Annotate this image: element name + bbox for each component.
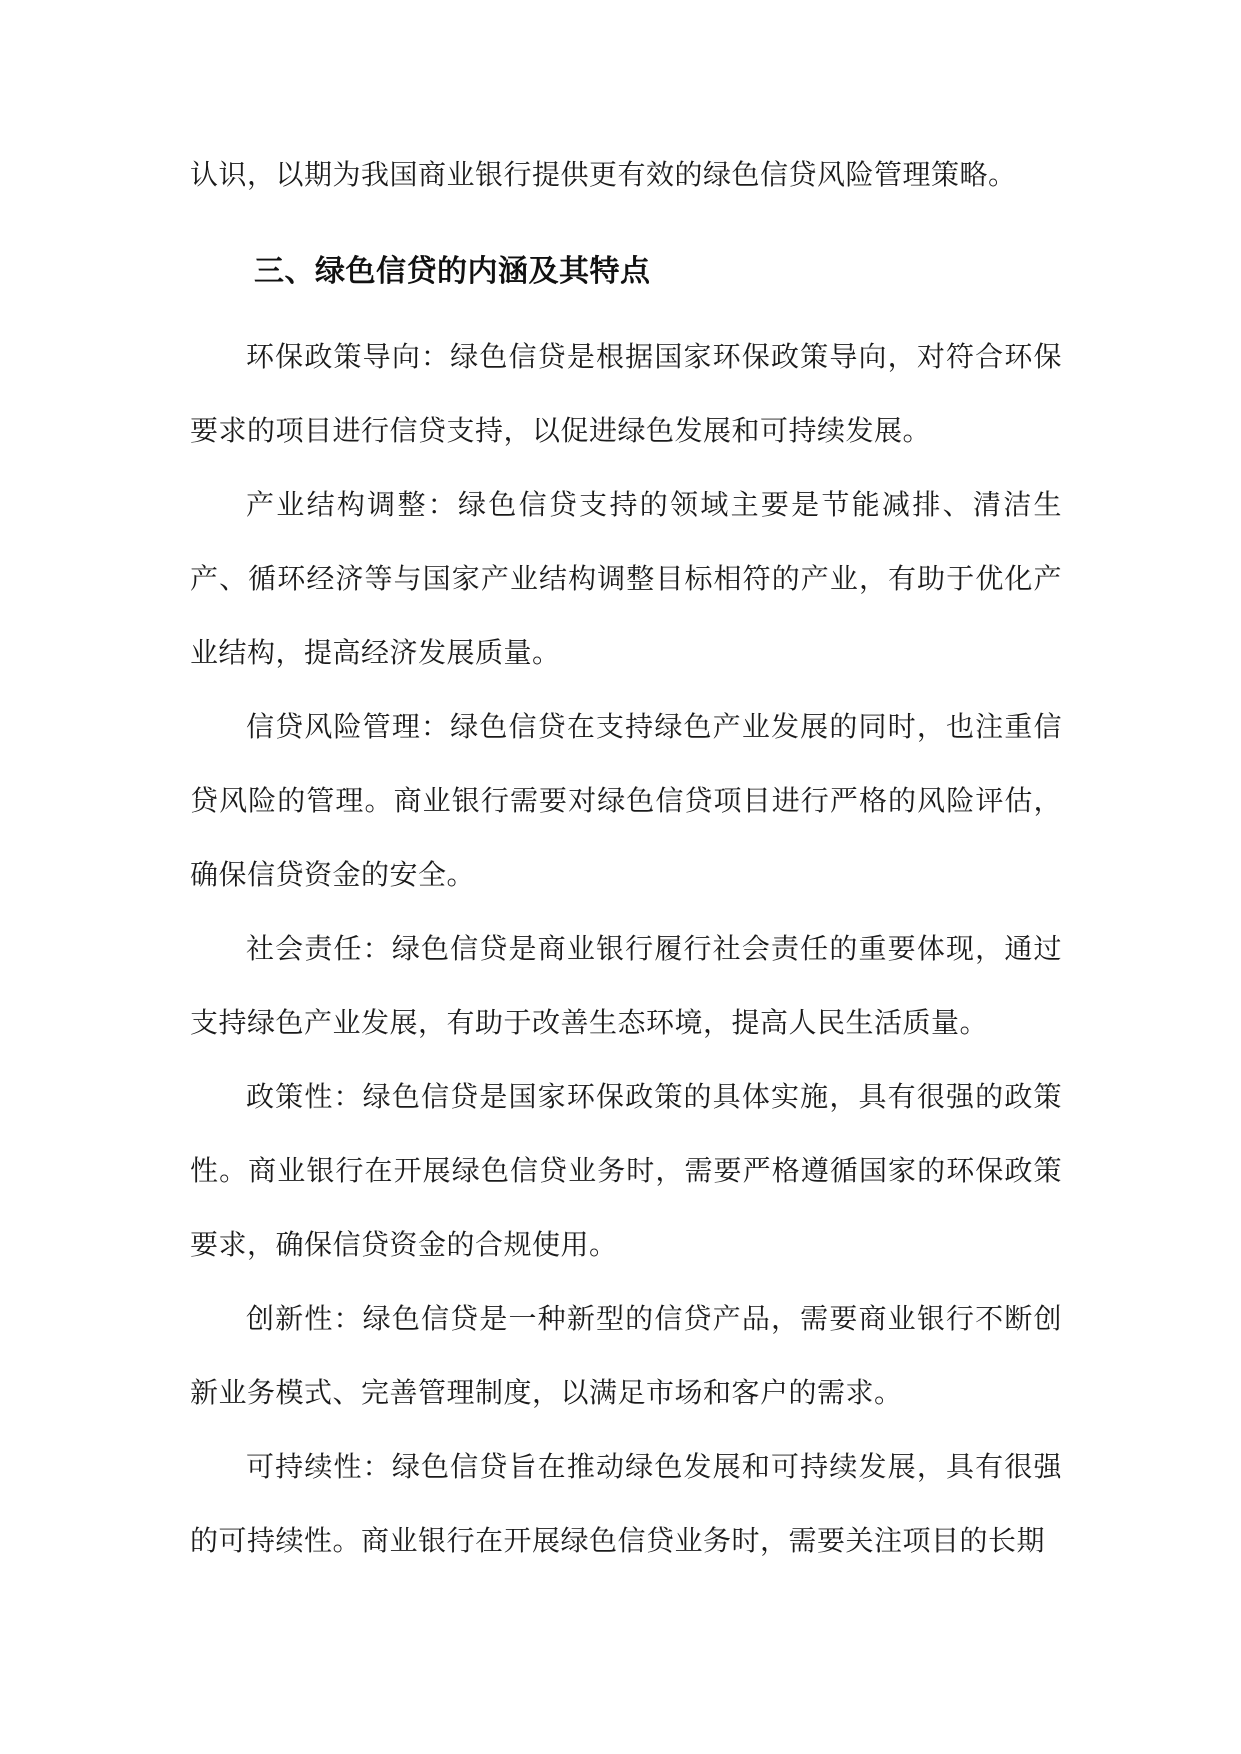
paragraph-credit-risk: 信贷风险管理：绿色信贷在支持绿色产业发展的同时，也注重信贷风险的管理。商业银行需要对绿色信贷项目进行严格的风险评估，确保信贷资金的安全。 [190, 710, 1062, 891]
section-heading: 三、绿色信贷的内涵及其特点 [254, 254, 651, 289]
paragraph-industrial-structure: 产业结构调整：绿色信贷支持的领域主要是节能减排、清洁生产、循环经济等与国家产业结构调整目标相符的产业，有助于优化产业结构，提高经济发展质量。 [190, 488, 1062, 669]
intro-line: 认识，以期为我国商业银行提供更有效的绿色信贷风险管理策略。 [190, 158, 1017, 191]
paragraph-social-responsibility: 社会责任：绿色信贷是商业银行履行社会责任的重要体现，通过支持绿色产业发展，有助于改善生态环境，提高人民生活质量。 [190, 932, 1062, 1039]
document-body [190, 138, 1062, 1578]
paragraph-environmental-policy: 环保政策导向：绿色信贷是根据国家环保政策导向，对符合环保要求的项目进行信贷支持，以促进绿色发展和可持续发展。 [190, 340, 1062, 447]
paragraph-policy-nature: 政策性：绿色信贷是国家环保政策的具体实施，具有很强的政策性。商业银行在开展绿色信贷业务时，需要严格遵循国家的环保政策要求，确保信贷资金的合规使用。 [190, 1080, 1062, 1261]
paragraph-sustainability: 可持续性：绿色信贷旨在推动绿色发展和可持续发展，具有很强的可持续性。商业银行在开展绿色信贷业务时，需要关注项目的长期 [190, 1450, 1062, 1557]
paragraph-innovation: 创新性：绿色信贷是一种新型的信贷产品，需要商业银行不断创新业务模式、完善管理制度，以满足市场和客户的需求。 [190, 1302, 1062, 1409]
